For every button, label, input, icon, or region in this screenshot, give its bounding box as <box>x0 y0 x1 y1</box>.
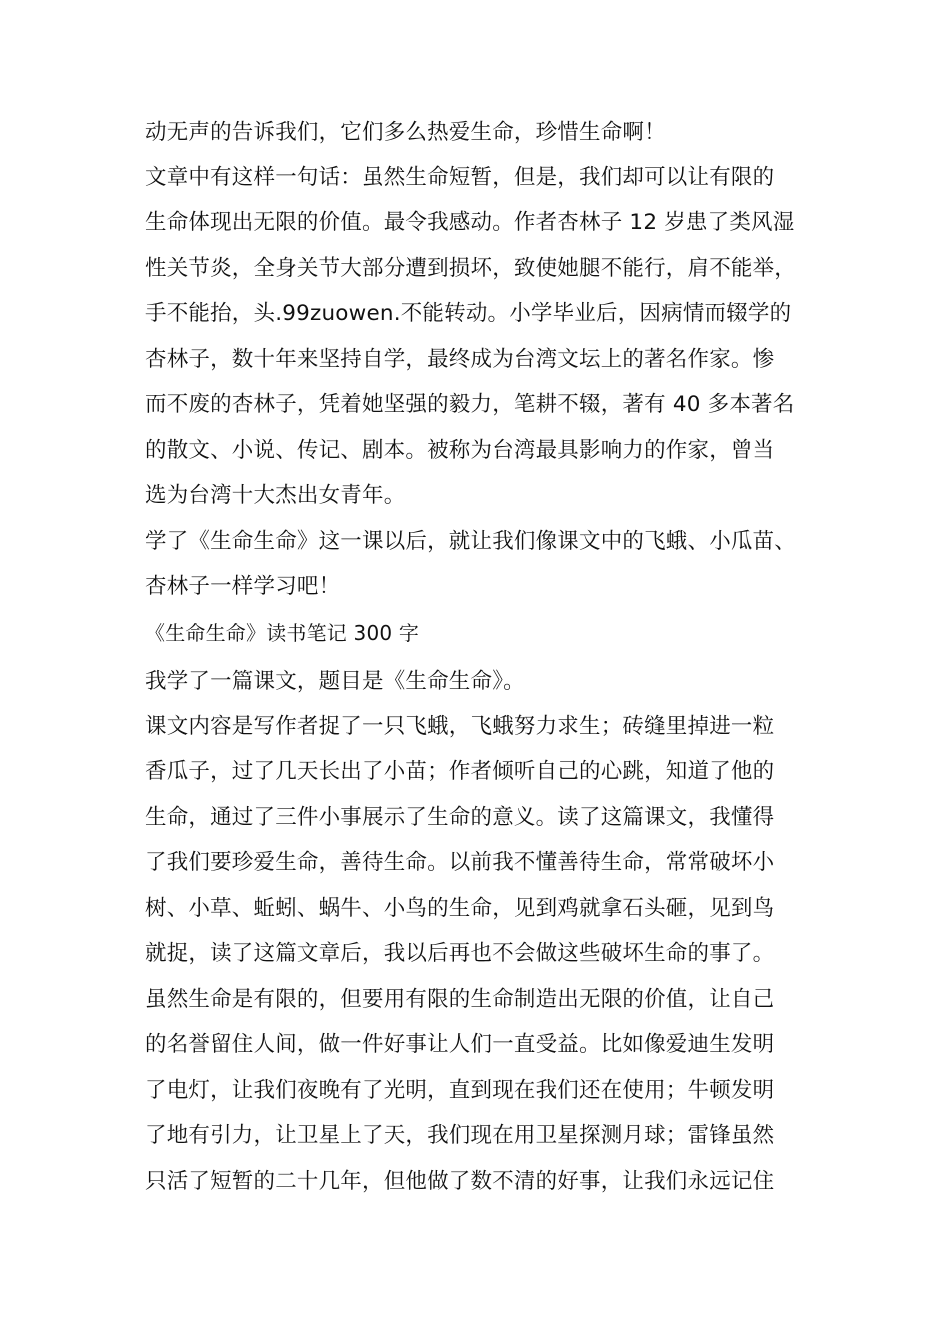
text-line: 动无声的告诉我们，它们多么热爱生命，珍惜生命啊！ <box>145 120 666 145</box>
text-line: 生命，通过了三件小事展示了生命的意义。读了这篇课文，我懂得 <box>145 805 775 830</box>
text-line: 性关节炎，全身关节大部分遭到损坏，致使她腿不能行，肩不能举， <box>145 256 797 281</box>
text-line: 选为台湾十大杰出女青年。 <box>145 483 406 508</box>
text-line: 学了《生命生命》这一课以后，就让我们像课文中的飞蛾、小瓜苗、 <box>145 529 797 554</box>
text-line: 我学了一篇课文，题目是《生命生命》。 <box>145 669 525 694</box>
text-line: 的散文、小说、传记、剧本。被称为台湾最具影响力的作家，曾当 <box>145 438 775 463</box>
text-line: 杏林子一样学习吧！ <box>145 574 341 599</box>
text-line: 香瓜子，过了几天长出了小苗；作者倾听自己的心跳，知道了他的 <box>145 759 775 784</box>
text-line: 虽然生命是有限的，但要用有限的生命制造出无限的价值，让自己 <box>145 987 775 1012</box>
text-line: 了我们要珍爱生命，善待生命。以前我不懂善待生命，常常破坏小 <box>145 850 775 875</box>
text-line: 生命体现出无限的价值。最令我感动。作者杏林子 12 岁患了类风湿 <box>145 210 795 235</box>
section-heading: 《生命生命》读书笔记 300 字 <box>145 621 420 645</box>
text-line: 只活了短暂的二十几年，但他做了数不清的好事，让我们永远记住 <box>145 1169 775 1194</box>
text-line: 的名誉留住人间，做一件好事让人们一直受益。比如像爱迪生发明 <box>145 1032 775 1057</box>
text-line: 树、小草、蚯蚓、蜗牛、小鸟的生命，见到鸡就拿石头砸，见到鸟 <box>145 896 775 921</box>
text-line: 文章中有这样一句话：虽然生命短暂，但是，我们却可以让有限的 <box>145 165 775 190</box>
text-line: 杏林子，数十年来坚持自学，最终成为台湾文坛上的著名作家。惨 <box>145 347 775 372</box>
text-line: 了地有引力，让卫星上了天，我们现在用卫星探测月球；雷锋虽然 <box>145 1123 775 1148</box>
text-line: 了电灯，让我们夜晚有了光明，直到现在我们还在使用；牛顿发明 <box>145 1078 775 1103</box>
text-line: 手不能抬，头.99zuowen.不能转动。小学毕业后，因病情而辍学的 <box>145 301 792 326</box>
text-line: 就捉，读了这篇文章后，我以后再也不会做这些破坏生命的事了。 <box>145 941 775 966</box>
text-line: 课文内容是写作者捉了一只飞蛾，飞蛾努力求生；砖缝里掉进一粒 <box>145 714 775 739</box>
text-line: 而不废的杏林子，凭着她坚强的毅力，笔耕不辍，著有 40 多本著名 <box>145 392 795 417</box>
